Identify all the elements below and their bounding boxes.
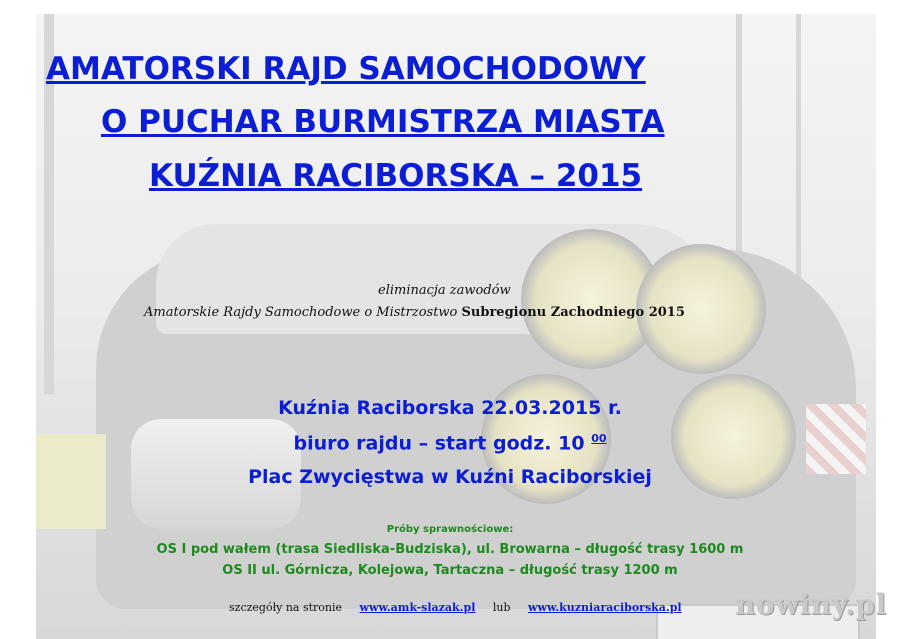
- event-place-date: Kuźnia Raciborska 22.03.2015 r.: [278, 397, 622, 419]
- title-line-2: O PUCHAR BURMISTRZA MIASTA: [101, 104, 665, 140]
- series-name: [144, 305, 685, 320]
- stage-os1: OS I pod wałem (trasa Siedliska-Budziska), ul. Browarna – długość trasy 1600 m: [156, 542, 744, 557]
- footer-separator: lub: [492, 601, 511, 614]
- watermark-logo: nowiny.pl: [735, 588, 887, 621]
- series-name-bold: Subregionu Zachodniego 2015: [461, 305, 685, 320]
- link-amk-slazak[interactable]: www.amk-slazak.pl: [359, 601, 476, 614]
- stage-os2: OS II ul. Górnicza, Kolejowa, Tartaczna – długość trasy 1200 m: [222, 563, 678, 578]
- title-line-3: KUŹNIA RACIBORSKA – 2015: [149, 158, 643, 194]
- event-venue: Plac Zwycięstwa w Kuźni Raciborskiej: [248, 466, 652, 488]
- footer-prefix: szczegóły na stronie: [229, 601, 343, 614]
- footer-details: [229, 601, 682, 614]
- link-kuzniaraciborska[interactable]: www.kuzniaraciborska.pl: [528, 601, 682, 614]
- series-name-italic: Amatorskie Rajdy Samochodowe o Mistrzostwo: [144, 305, 458, 320]
- title-line-1: AMATORSKI RAJD SAMOCHODOWY: [46, 51, 646, 87]
- elimination-label: eliminacja zawodów: [378, 283, 511, 298]
- event-office-start: [0, 432, 900, 454]
- office-start-minutes: 00: [591, 432, 607, 445]
- office-start-text: biuro rajdu – start godz. 10: [293, 432, 585, 455]
- stages-heading: Próby sprawnościowe:: [386, 524, 514, 535]
